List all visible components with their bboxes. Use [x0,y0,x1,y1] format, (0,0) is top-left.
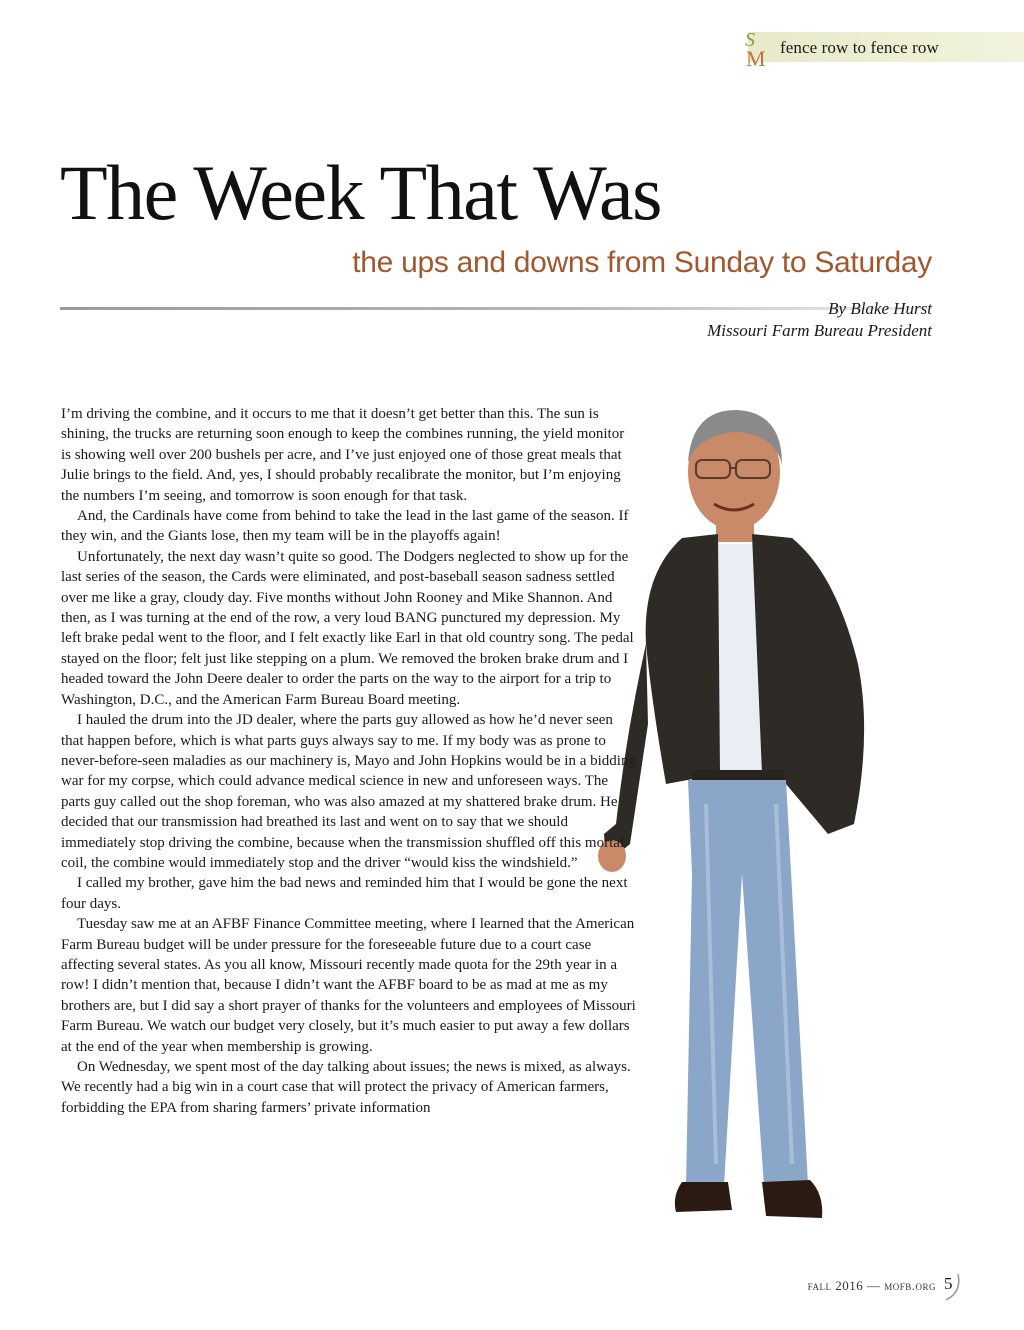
article-paragraph: Unfortunately, the next day wasn’t quite so good. The Dodgers neglected to show up for the last series of the season, the Cards were eliminated, and post-baseball season sadness settled over me like a gray, cloudy day. Five months without John Rooney and Mike Shannon. And then, as I was turning at the end of the row, a very loud BANG punctured my depression. My left brake pedal went to the floor, and I felt exactly like Earl in that old country song. The pedal stayed on the floor; felt just like stepping on a plum. We removed the broken brake drum and I headed toward the John Deere dealer to order the parts on the way to the airport for a trip to Washington, D.C., and the American Farm Bureau Board meeting. [61,548,634,708]
svg-text:S: S [745,29,755,51]
article-subtitle: the ups and downs from Sunday to Saturday [352,246,932,279]
author-photo [596,404,876,1264]
byline-author: By Blake Hurst [828,299,932,318]
footer-issue: fall 2016 [807,1278,864,1293]
article-paragraph: I called my brother, gave him the bad news and reminded him that I would be gone the next four days. [61,875,628,912]
article-paragraph: I hauled the drum into the JD dealer, where the parts guy allowed as how he’d never seen that happen before, which is what parts guys always say to me. If my body was as prone to never-before-seen maladies as our machinery is, Mayo and John Hopkins would be in a bidding war for my corpse, which could advance medical science in new and unforeseen ways. The parts guy called out the shop foreman, who was also amazed at my shattered brake drum. He decided that our transmission had breathed its last and went on to say that we should immediately stop driving the combine, because when the transmission shuffled off this mortal coil, the combine would immediately stop and the driver “would kiss the windshield.” [61,712,636,871]
article-paragraph: On Wednesday, we spent most of the day talking about issues; the news is mixed, as always. We recently had a big win in a court case that will protect the privacy of American farmers, forbidding the EPA from sharing farmers’ private information [61,1059,631,1116]
page-number: 5 [944,1274,953,1293]
footer-site: mofb.org [884,1278,936,1293]
byline [707,298,932,342]
article-paragraph: I’m driving the combine, and it occurs to me that it doesn’t get better than this. The sun is shining, the trucks are returning soon enough to keep the combines running, the yield monitor is showing well over 200 bushels per acre, and I’ve just enjoyed one of those great meals that Julie brings to the field. And, yes, I should probably recalibrate the monitor, but I’m enjoying the numbers I’m seeing, and tomorrow is soon enough for that task. [61,406,625,504]
article-title: The Week That Was [60,149,661,236]
footer-separator: — [866,1278,881,1293]
byline-role: Missouri Farm Bureau President [707,321,932,340]
article-paragraph: And, the Cardinals have come from behind to take the lead in the last game of the season. If they win, and the Giants lose, then my team will be in the playoffs again! [61,508,629,545]
page-footer [808,1278,936,1294]
article-body [61,404,636,1118]
article-paragraph: Tuesday saw me at an AFBF Finance Committee meeting, where I learned that the American Farm Bureau budget will be under pressure for the foreseeable future due to a court case affecting several states. As you all know, Missouri recently made quota for the 29th year in a row! I didn’t mention that, because I didn’t want the AFBF board to be as mad at me as my brothers are, but I did say a short prayer of thanks for the volunteers and employees of Missouri Farm Bureau. We watch our budget very closely, but it’s much easier to put away a few dollars at the end of the year when membership is growing. [61,916,636,1055]
section-label: fence row to fence row [780,38,939,57]
svg-text:M: M [746,46,766,70]
magazine-logo-icon [742,28,776,70]
